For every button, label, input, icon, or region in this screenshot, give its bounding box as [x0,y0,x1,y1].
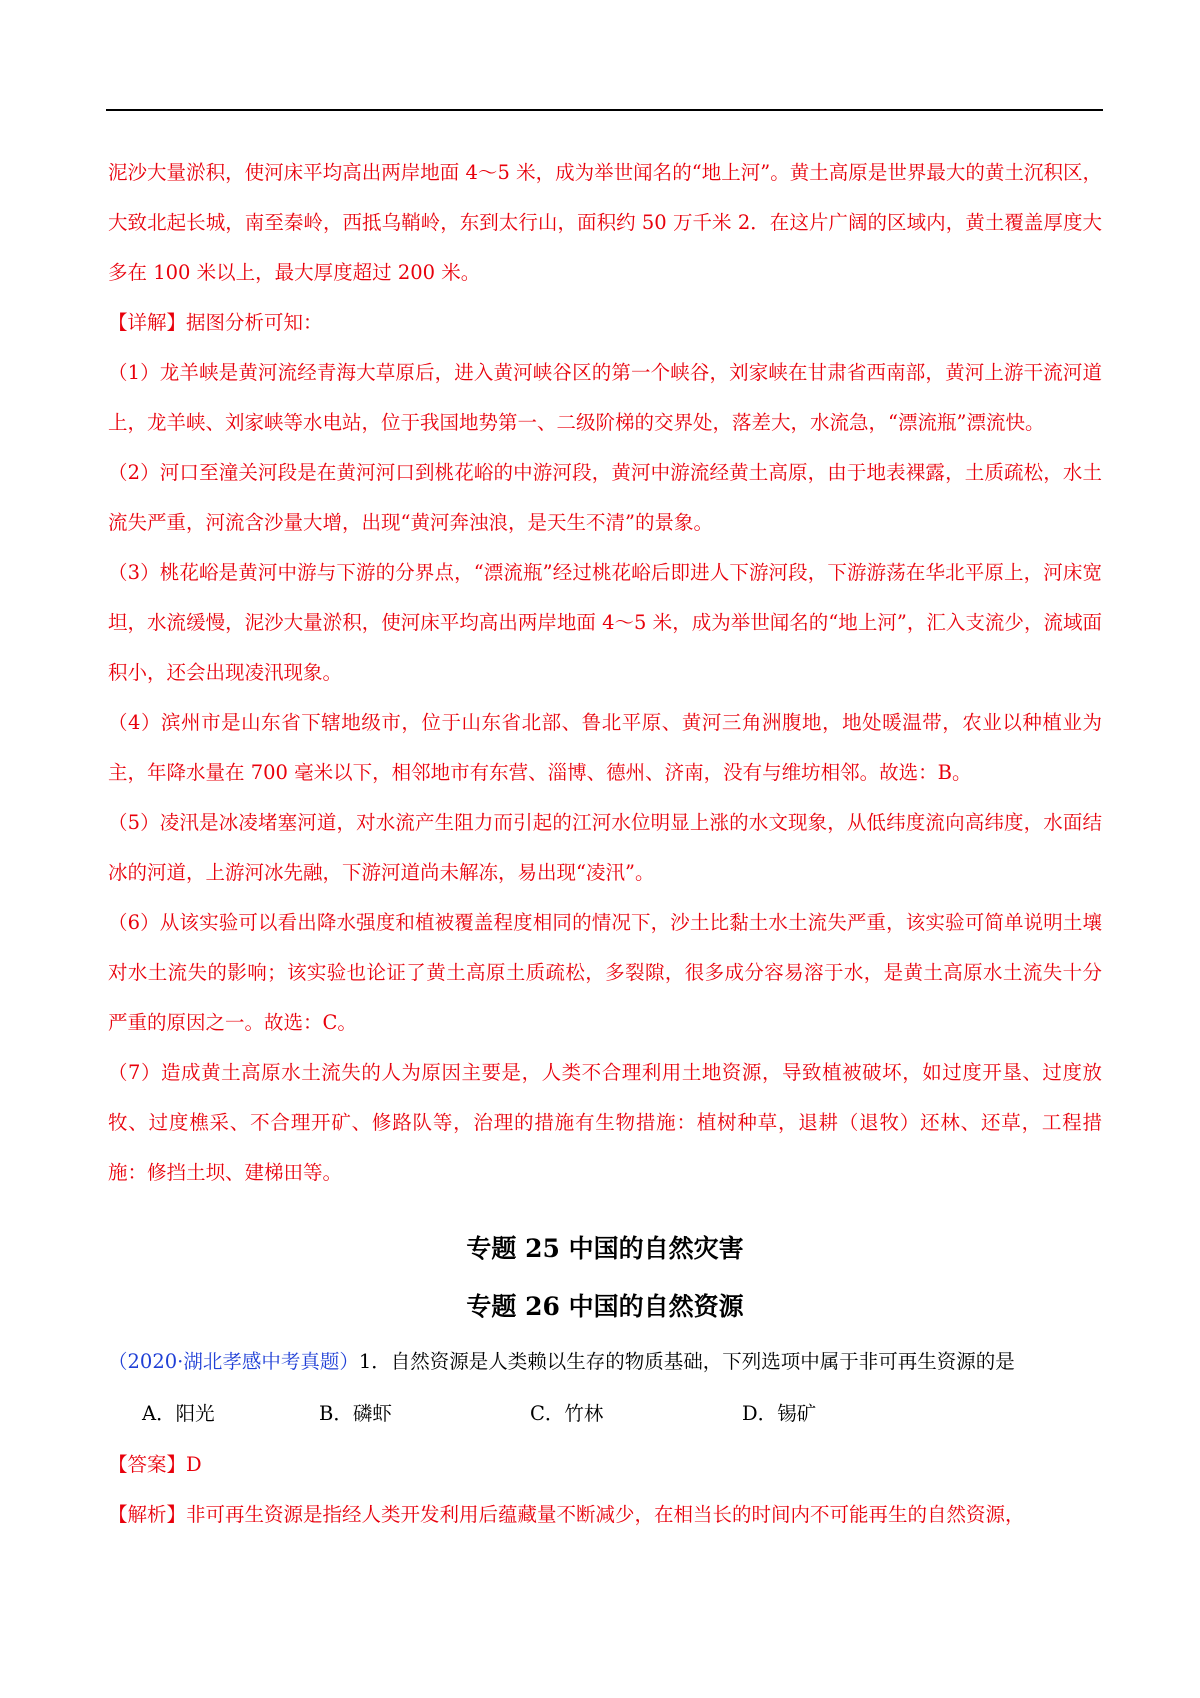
answer-value: D [186,1453,202,1476]
analysis-line [108,1490,1102,1540]
option-b: B．磷虾 [319,1402,392,1425]
section-heading-topic26: 专题 26 中国的自然资源 [466,1292,744,1321]
detail-label: 【详解】 [108,311,187,334]
question-1 [108,1336,1102,1388]
answer-label: 【答案】 [108,1453,187,1476]
detail-item-1: （1）龙羊峡是黄河流经青海大草原后，进入黄河峡谷区的第一个峡谷，刘家峡在甘肃省西南部，黄河上游干流河道上，龙羊峡、刘家峡等水电站，位于我国地势第一、二级阶梯的交界处，落差大，水流急，“漂流瓶”漂流快。 [108,361,1102,434]
question-source: （2020·湖北孝感中考真题） [108,1350,359,1373]
detail-item-2: （2）河口至潼关河段是在黄河河口到桃花峪的中游河段，黄河中游流经黄土高原，由于地表裸露，土质疏松，水土流失严重，河流含沙量大增，出现“黄河奔浊浪，是天生不清”的景象。 [108,461,1102,534]
option-a: A．阳光 [142,1402,215,1425]
section-heading-topic25: 专题 25 中国的自然灾害 [466,1234,744,1263]
answer-line [108,1440,1102,1490]
header-rule [106,109,1103,111]
option-c: C．竹林 [530,1402,604,1425]
analysis-label: 【解析】 [108,1503,187,1526]
question-text: 1．自然资源是人类赖以生存的物质基础，下列选项中属于非可再生资源的是 [358,1350,1015,1373]
explanation-continuation: 泥沙大量淤积，使河床平均高出两岸地面 4～5 米，成为举世闻名的“地上河”。黄土高原是世界最大的黄土沉积区，大致北起长城，南至秦岭，西抵乌鞘岭，东到太行山，面积约 50 万千米 2．在这片广阔的区域内，黄土覆盖厚度大多在 100 米以上，最大厚度超过 200 米。 [108,161,1102,284]
analysis-text: 非可再生资源是指经人类开发利用后蕴藏量不断减少，在相当长的时间内不可能再生的自然资源， [186,1503,1025,1526]
detail-item-7: （7）造成黄土高原水土流失的人为原因主要是，人类不合理利用土地资源，导致植被破坏，如过度开垦、过度放牧、过度樵采、不合理开矿、修路队等，治理的措施有生物措施：植树种草，退耕（退牧）还林、还草，工程措施：修挡土坝、建梯田等。 [108,1061,1102,1184]
detail-intro: 据图分析可知： [186,311,323,334]
detail-item-6: （6）从该实验可以看出降水强度和植被覆盖程度相同的情况下，沙土比黏土水土流失严重，该实验可简单说明土壤对水土流失的影响；该实验也论证了黄土高原土质疏松，多裂隙，很多成分容易溶于水，是黄土高原水土流失十分严重的原因之一。故选：C。 [108,911,1102,1034]
detail-item-4: （4）滨州市是山东省下辖地级市，位于山东省北部、鲁北平原、黄河三角洲腹地，地处暖温带，农业以种植业为主，年降水量在 700 毫米以下，相邻地市有东营、淄博、德州、济南，没有与维坊相邻。故选：B。 [108,711,1102,784]
detail-item-5: （5）凌汛是冰凌堵塞河道，对水流产生阻力而引起的江河水位明显上涨的水文现象，从低纬度流向高纬度，水面结冰的河道，上游河冰先融，下游河道尚未解冻，易出现“凌汛”。 [108,811,1102,884]
detail-item-3: （3）桃花峪是黄河中游与下游的分界点，“漂流瓶”经过桃花峪后即进人下游河段，下游游荡在华北平原上，河床宽坦，水流缓慢，泥沙大量淤积，使河床平均高出两岸地面 4～5 米，成为举世闻名的“地上河”，汇入支流少，流域面积小，还会出现凌汛现象。 [108,561,1102,684]
document-body [108,148,1102,1540]
detail-heading [108,298,1102,348]
option-d: D．锡矿 [742,1402,817,1425]
question-options [108,1388,1102,1440]
